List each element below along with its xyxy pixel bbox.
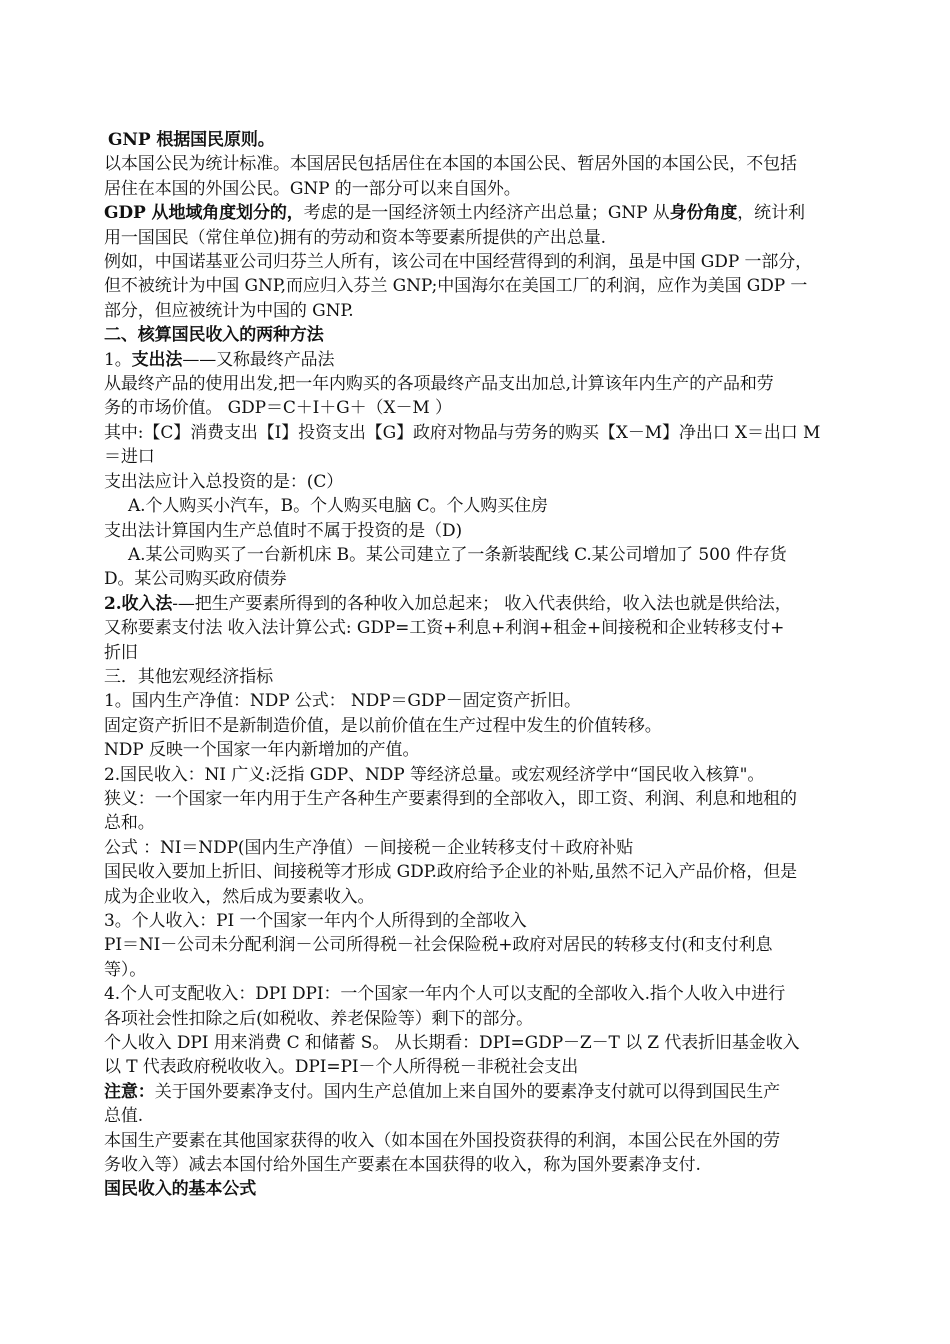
text-run: 3。个人收入：PI 一个国家一年内个人所得到的全部收入 <box>104 911 527 931</box>
text-line <box>104 372 864 396</box>
text-line <box>104 396 864 420</box>
text-run: 三．其他宏观经济指标 <box>104 666 273 687</box>
text-line <box>104 958 864 982</box>
bold-text: 注意： <box>104 1081 155 1102</box>
text-line <box>104 128 864 152</box>
text-run: 各项社会性扣除之后(如税收、养老保险等）剩下的部分。 <box>104 1008 534 1029</box>
text-line <box>104 494 864 518</box>
text-line <box>104 1104 864 1128</box>
text-line <box>104 738 864 762</box>
text-line <box>104 1055 864 1079</box>
text-run: -—把生产要素所得到的各种收入加总起来； 收入代表供给，收入法也就是供给法， <box>172 593 792 614</box>
text-line <box>104 787 864 811</box>
text-line <box>104 1080 864 1104</box>
bold-text: 身份角度 <box>669 203 738 224</box>
bold-text: 2.收入法 <box>104 593 173 614</box>
bold-text: 支出法 <box>131 349 183 370</box>
text-line <box>104 348 864 372</box>
text-run: 以 T 代表政府税收收入。DPI=PI－个人所得税－非税社会支出 <box>104 1057 579 1078</box>
text-line <box>104 1031 864 1055</box>
document-body <box>104 128 864 1202</box>
text-line <box>104 1129 864 1153</box>
text-run: 固定资产折旧不是新制造价值，是以前价值在生产过程中发生的价值转移。 <box>104 715 662 736</box>
text-run: 国民收入要加上折旧、间接税等才形成 GDP.政府给予企业的补贴,虽然不记入产品价格，但是 <box>104 862 798 883</box>
text-line <box>104 763 864 787</box>
bold-text: GNP 根据国民原则。 <box>108 130 275 150</box>
text-run: 考虑的是一国经济领土内经济产出总量；GNP 从 <box>303 203 670 224</box>
text-run: PI＝NI－公司未分配利润－公司所得税－社会保险税+政府对居民的转移支付(和支付利息 <box>104 935 773 956</box>
text-line <box>104 714 864 738</box>
text-line <box>104 641 864 665</box>
text-run: 4.个人可支配收入：DPI DPI：一个国家一年内个人可以支配的全部收入.指个人收入中进行 <box>104 984 786 1005</box>
text-run: 总值. <box>104 1106 144 1127</box>
text-run: 例如，中国诺基亚公司归芬兰人所有，该公司在中国经营得到的利润，虽是中国 GDP 一部分， <box>104 252 813 273</box>
text-line <box>104 201 864 225</box>
text-line <box>104 689 864 713</box>
text-run: 个人收入 DPI 用来消费 C 和储蓄 S。 从长期看：DPI=GDP－Z－T 以 Z 代表折旧基金收入 <box>104 1033 800 1054</box>
text-line <box>104 860 864 884</box>
text-line <box>104 665 864 689</box>
text-line <box>104 811 864 835</box>
text-line <box>104 1007 864 1031</box>
text-run: 1。国内生产净值：NDP 公式： NDP＝GDP－固定资产折旧。 <box>104 691 581 712</box>
text-run: 成为企业收入，然后成为要素收入。 <box>104 886 375 907</box>
text-run: ＝进口 <box>104 447 155 468</box>
text-line <box>104 250 864 274</box>
text-run: 用一国国民（常住单位)拥有的劳动和资本等要素所提供的产出总量. <box>104 227 606 248</box>
bold-text: 二、核算国民收入的两种方法 <box>104 325 324 346</box>
text-run: 狭义：一个国家一年内用于生产各种生产要素得到的全部收入，即工资、利润、利息和地租的 <box>104 788 797 809</box>
text-run: 务收入等）减去本国付给外国生产要素在本国获得的收入，称为国外要素净支付. <box>104 1155 701 1176</box>
text-line <box>104 885 864 909</box>
text-line <box>104 274 864 298</box>
text-run: 1。 <box>104 349 132 370</box>
text-run: 但不被统计为中国 GNP,而应归入芬兰 GNP;中国海尔在美国工厂的利润，应作为美国 GDP 一 <box>104 276 808 297</box>
text-line <box>104 226 864 250</box>
text-run: NDP 反映一个国家一年内新增加的产值。 <box>104 740 420 761</box>
text-line <box>104 1177 864 1201</box>
text-run: 务的市场价值。 GDP＝C＋I＋G＋（X－M ） <box>104 398 452 419</box>
text-line <box>104 519 864 543</box>
text-run: D。某公司购买政府债券 <box>104 569 287 590</box>
text-run: 本国生产要素在其他国家获得的收入（如本国在外国投资获得的利润，本国公民在外国的劳 <box>104 1130 780 1151</box>
text-line <box>104 567 864 591</box>
text-run: 等）。 <box>104 959 147 980</box>
text-run: 折旧 <box>104 642 138 663</box>
bold-text: 国民收入的基本公式 <box>104 1179 257 1200</box>
text-run: 公式 ：NI＝NDP(国内生产净值）－间接税－企业转移支付＋政府补贴 <box>104 837 634 858</box>
text-line <box>104 616 864 640</box>
text-line <box>104 909 864 933</box>
text-run: 其中:【C】消费支出【I】投资支出【G】政府对物品与劳务的购买【X－M】净出口 X＝出口 M <box>104 422 821 443</box>
text-run: 部分，但应被统计为中国的 GNP. <box>104 300 354 321</box>
text-line <box>104 836 864 860</box>
text-line <box>104 982 864 1006</box>
text-run: 以本国公民为统计标准。本国居民包括居住在本国的本国公民、暂居外国的本国公民，不包括 <box>104 154 797 175</box>
text-run: 从最终产品的使用出发,把一年内购买的各项最终产品支出加总,计算该年内生产的产品和劳 <box>104 374 774 395</box>
text-run: 关于国外要素净支付。国内生产总值加上来自国外的要素净支付就可以得到国民生产 <box>154 1081 781 1102</box>
text-run: ——又称最终产品法 <box>182 349 335 370</box>
text-run: A.某公司购买了一台新机床 B。某公司建立了一条新装配线 C.某公司增加了 500 件存货 <box>128 544 787 565</box>
text-line <box>104 933 864 957</box>
text-run: 居住在本国的外国公民。GNP 的一部分可以来自国外。 <box>104 178 521 199</box>
text-run: ，统计利 <box>737 203 805 224</box>
text-line <box>104 592 864 616</box>
text-run: 支出法计算国内生产总值时不属于投资的是（D) <box>104 520 463 541</box>
text-line <box>104 177 864 201</box>
text-run: 支出法应计入总投资的是：(C） <box>104 471 344 492</box>
text-line <box>104 421 864 445</box>
text-run: 2.国民收入：NI 广义:泛指 GDP、NDP 等经济总量。或宏观经济学中“国民收入核算"。 <box>104 764 765 785</box>
text-line <box>104 1153 864 1177</box>
text-line <box>104 323 864 347</box>
text-run: 总和。 <box>104 813 155 834</box>
text-run: 又称要素支付法 收入法计算公式: GDP=工资+利息+利润+租金+间接税和企业转移支付+ <box>104 618 785 639</box>
text-line <box>104 152 864 176</box>
text-line <box>104 299 864 323</box>
bold-text: GDP 从地域角度划分的， <box>104 203 304 224</box>
text-line <box>104 470 864 494</box>
text-run: A.个人购买小汽车，B。个人购买电脑 C。个人购买住房 <box>128 496 548 517</box>
text-line <box>104 445 864 469</box>
text-line <box>104 543 864 567</box>
